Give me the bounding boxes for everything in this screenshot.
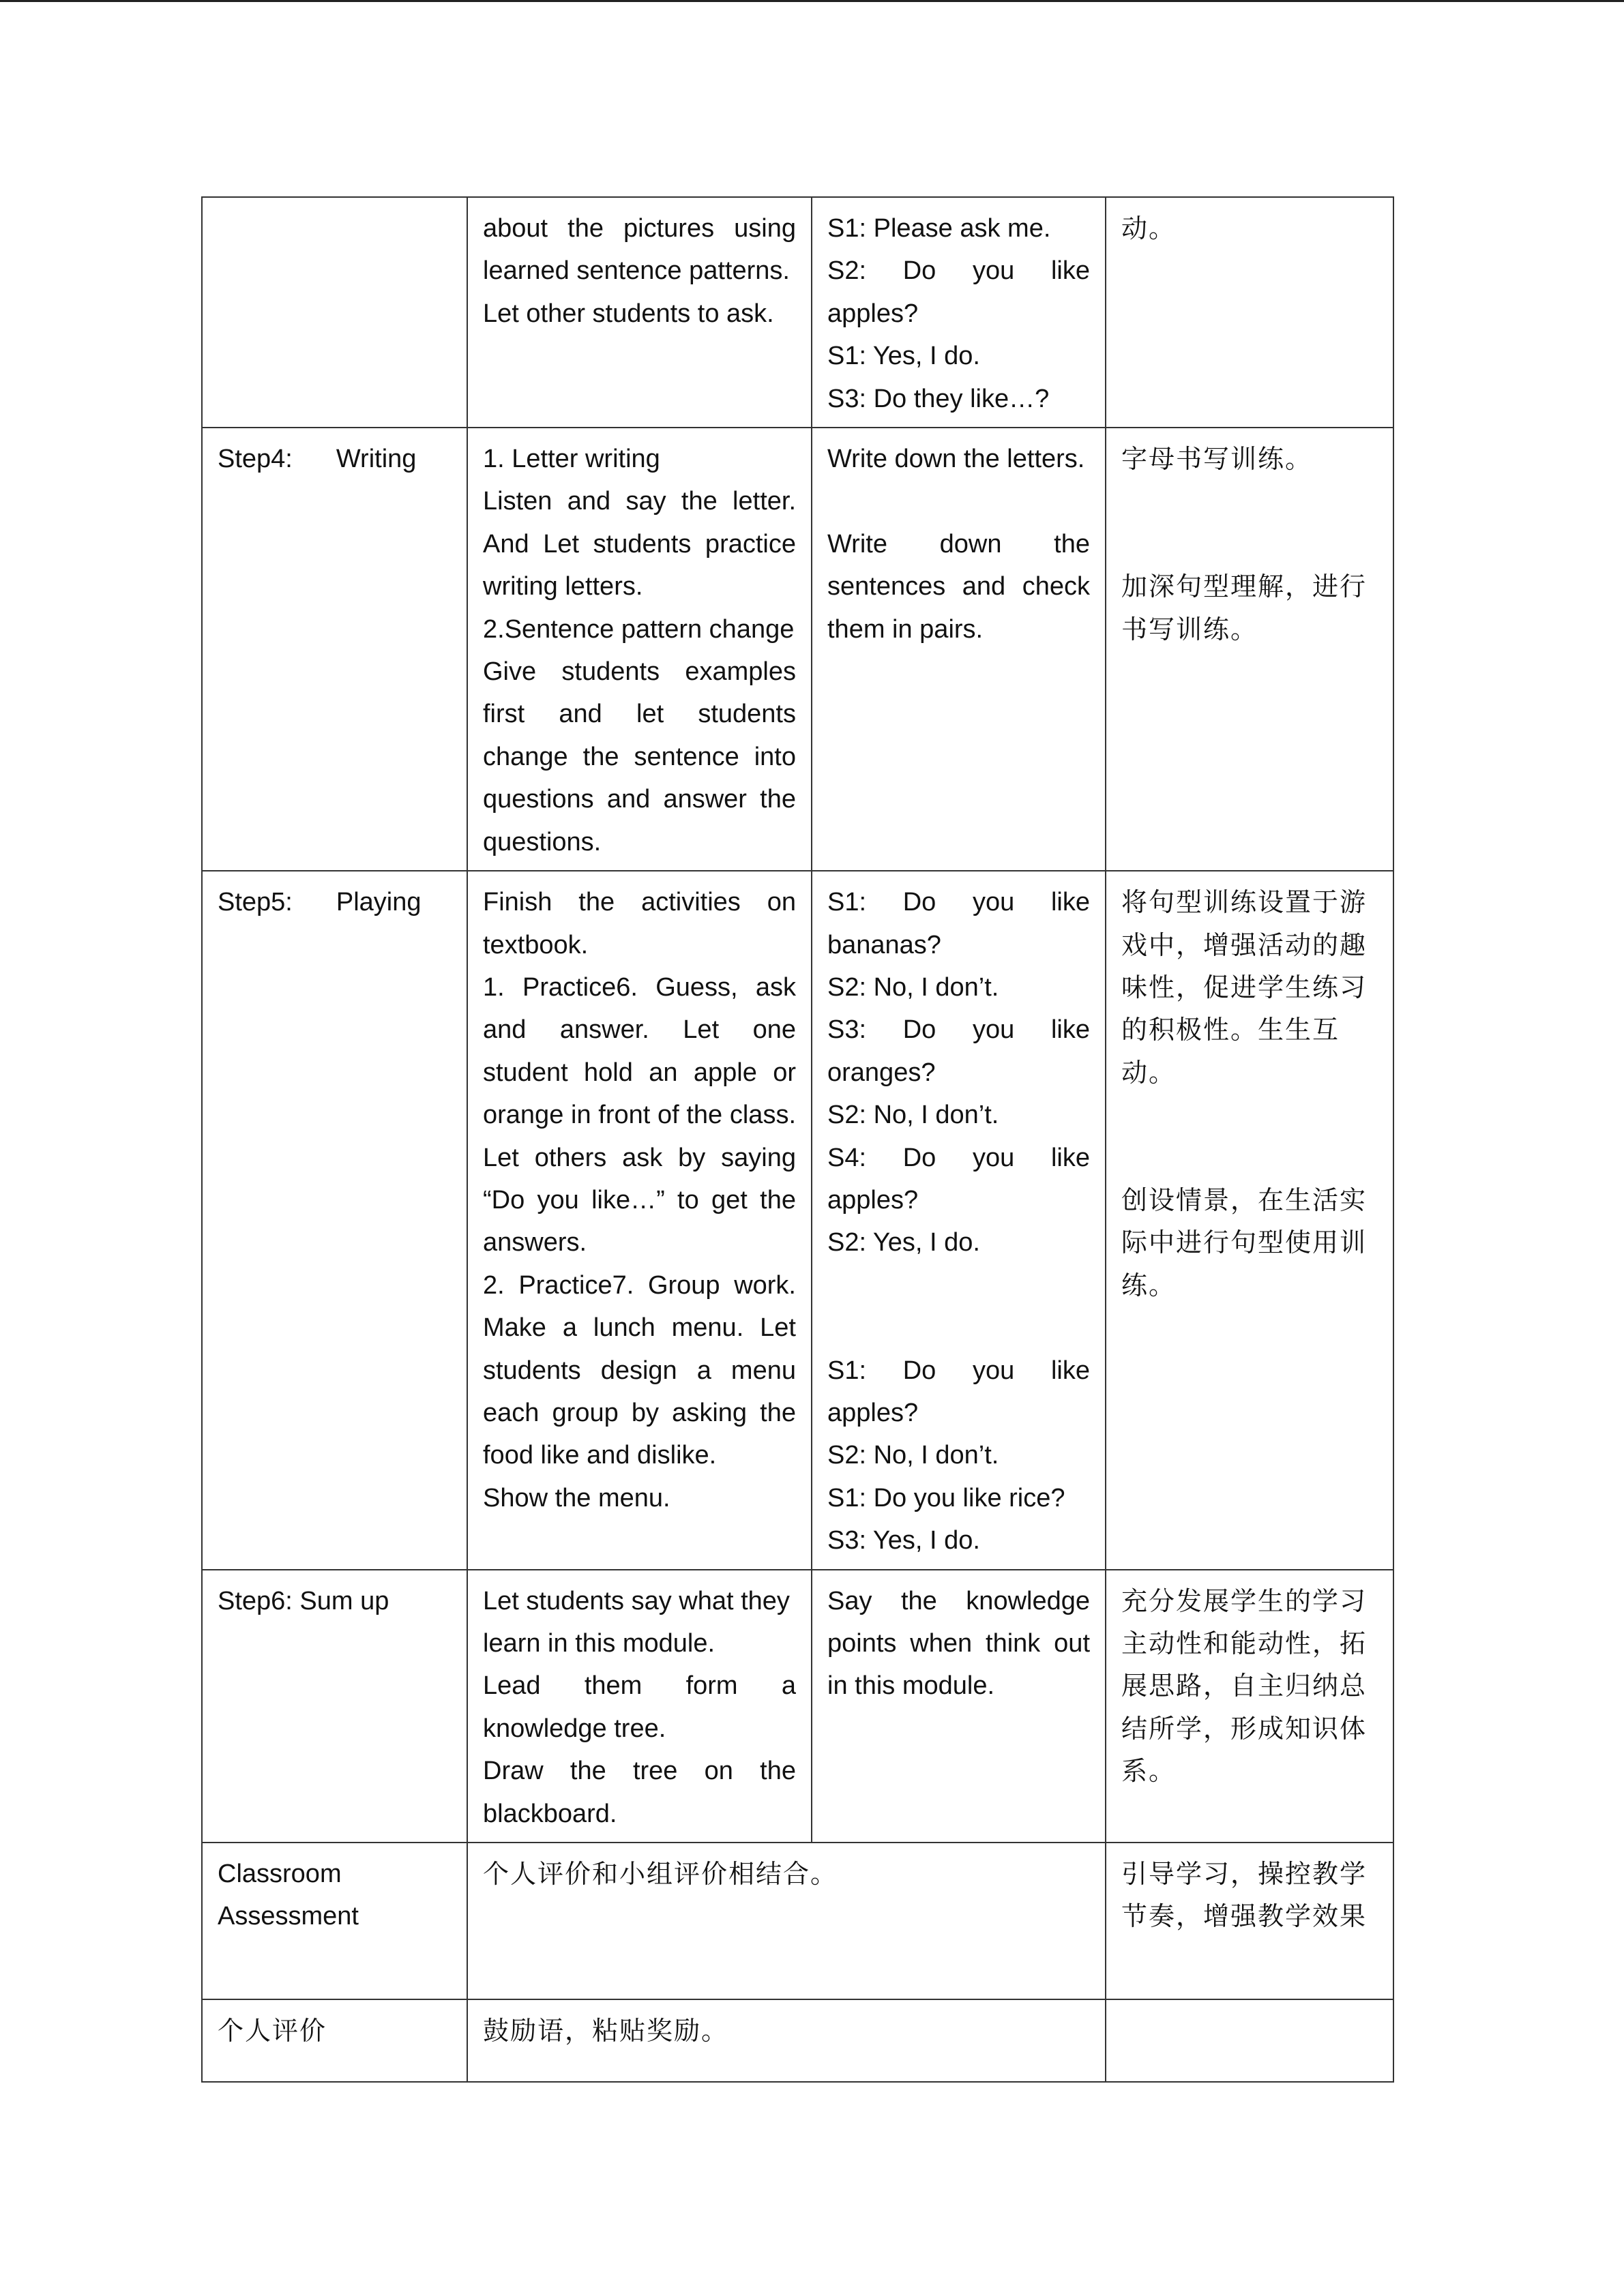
table-row-step6 <box>202 1570 1393 1843</box>
text-line: S3: Do you like oranges? <box>827 1015 1090 1087</box>
text-line: Write down the sentences and check them in pairs. <box>827 529 1090 644</box>
text-line: 2.Sentence pattern change <box>483 614 795 644</box>
text-line: S1: Yes, I do. <box>827 342 980 371</box>
cell-purpose-empty <box>1106 1999 1393 2082</box>
spacer <box>1121 1094 1378 1179</box>
text-line: S1: Please ask me. <box>827 214 1051 243</box>
spacer <box>827 1264 1090 1350</box>
cell-purpose <box>1106 1570 1393 1843</box>
text-line: 引导学习，操控教学节奏，增强教学效果 <box>1121 1859 1368 1932</box>
text-line: 个人评价和小组评价相结合。 <box>483 1859 838 1890</box>
table-row-personal <box>202 1999 1393 2082</box>
text-line: S3: Yes, I do. <box>827 1526 980 1555</box>
text-line: S2: No, I don’t. <box>827 1101 999 1130</box>
text-line: Say the knowledge points when think out in this module. <box>827 1586 1090 1701</box>
text-line: Give students examples first and let students change the sentence into questions and answer the questions. <box>483 657 796 856</box>
step-name: Writing <box>336 445 417 474</box>
cell-teacher-activity <box>467 428 812 871</box>
text-line: 1. Letter writing <box>483 445 660 474</box>
text-line: Write down the letters. <box>827 445 1085 474</box>
table-row-step4 <box>202 428 1393 871</box>
text-line: S1: Do you like bananas? <box>827 888 1090 959</box>
cell-teacher-activity <box>467 871 812 1569</box>
text-line: about the pictures using learned sentence patterns. <box>483 214 796 286</box>
cell-student-activity <box>812 197 1106 428</box>
spacer <box>827 480 1090 522</box>
text-line: S4: Do you like apples? <box>827 1143 1090 1214</box>
text-line: S2: No, I don’t. <box>827 972 999 1002</box>
table-row-step5 <box>202 871 1393 1569</box>
text-line: S2: Do you like apples? <box>827 256 1090 328</box>
table-row-assessment <box>202 1843 1393 1999</box>
text-line: Lead them form a knowledge tree. <box>483 1671 796 1743</box>
text-line: S2: No, I don’t. <box>827 1441 999 1470</box>
step-number: Step5: <box>218 888 293 917</box>
text-line: 动。 <box>1121 213 1177 243</box>
text-line: S1: Do you like apples? <box>827 1356 1090 1427</box>
text-line: 字母书写训练。 <box>1121 444 1313 475</box>
cell-purpose <box>1106 1843 1393 1999</box>
text-line: Let students say what they learn in this module. <box>483 1586 790 1658</box>
text-line: 鼓励语，粘贴奖励。 <box>483 2016 729 2046</box>
text-line: 创设情景，在生活实际中进行句型使用训练。 <box>1121 1184 1368 1300</box>
cell-row-label <box>202 1843 467 1999</box>
table-row-continued <box>202 197 1393 428</box>
step-label <box>218 438 452 480</box>
page-top-border <box>0 0 1624 2</box>
text-line: Finish the activities on textbook. <box>483 888 796 959</box>
text-line: Let other students to ask. <box>483 299 774 328</box>
text-line: 2. Practice7. Group work. Make a lunch menu. Let students design a menu each group by asking the food like and dislike. <box>483 1270 796 1470</box>
cell-teacher-activity <box>467 197 812 428</box>
lesson-plan-table <box>201 196 1394 2083</box>
text-line: 充分发展学生的学习主动性和能动性，拓展思路，自主归纳总结所学，形成知识体系。 <box>1121 1585 1368 1787</box>
cell-purpose <box>1106 197 1393 428</box>
cell-student-activity <box>812 1570 1106 1843</box>
text-line: 1. Practice6. Guess, ask and answer. Let one student hold an apple or orange in front of the class. Let others ask by saying “Do you like…” to get the answers. <box>483 972 796 1257</box>
text-line: Listen and say the letter. And Let students practice writing letters. <box>483 487 796 601</box>
cell-purpose <box>1106 871 1393 1569</box>
text-line: Show the menu. <box>483 1483 670 1512</box>
text-line: 加深句型理解，进行书写训练。 <box>1121 571 1368 644</box>
text-line: S3: Do they like…? <box>827 384 1050 413</box>
cell-step-label <box>202 428 467 871</box>
text-line: S2: Yes, I do. <box>827 1228 980 1257</box>
row-label: 个人评价 <box>218 2016 327 2046</box>
cell-teacher-activity <box>467 1570 812 1843</box>
cell-assessment-content <box>467 1843 1106 1999</box>
step-number: Step4: <box>218 445 293 474</box>
cell-row-label <box>202 1999 467 2082</box>
cell-step-label <box>202 871 467 1569</box>
cell-purpose <box>1106 428 1393 871</box>
cell-personal-content <box>467 1999 1106 2082</box>
text-line: S1: Do you like rice? <box>827 1483 1065 1512</box>
cell-step-label-empty <box>202 197 467 428</box>
cell-student-activity <box>812 871 1106 1569</box>
step-name: Playing <box>336 888 422 917</box>
row-label: Classroom Assessment <box>218 1860 359 1931</box>
cell-student-activity <box>812 428 1106 871</box>
spacer <box>1121 480 1378 522</box>
text-line: Draw the tree on the blackboard. <box>483 1757 796 1828</box>
cell-step-label <box>202 1570 467 1843</box>
spacer <box>1121 523 1378 565</box>
step-label: Step6: Sum up <box>218 1586 389 1615</box>
step-label <box>218 881 452 923</box>
text-line: 将句型训练设置于游戏中，增强活动的趣味性，促进学生练习的积极性。生生互动。 <box>1121 887 1368 1088</box>
